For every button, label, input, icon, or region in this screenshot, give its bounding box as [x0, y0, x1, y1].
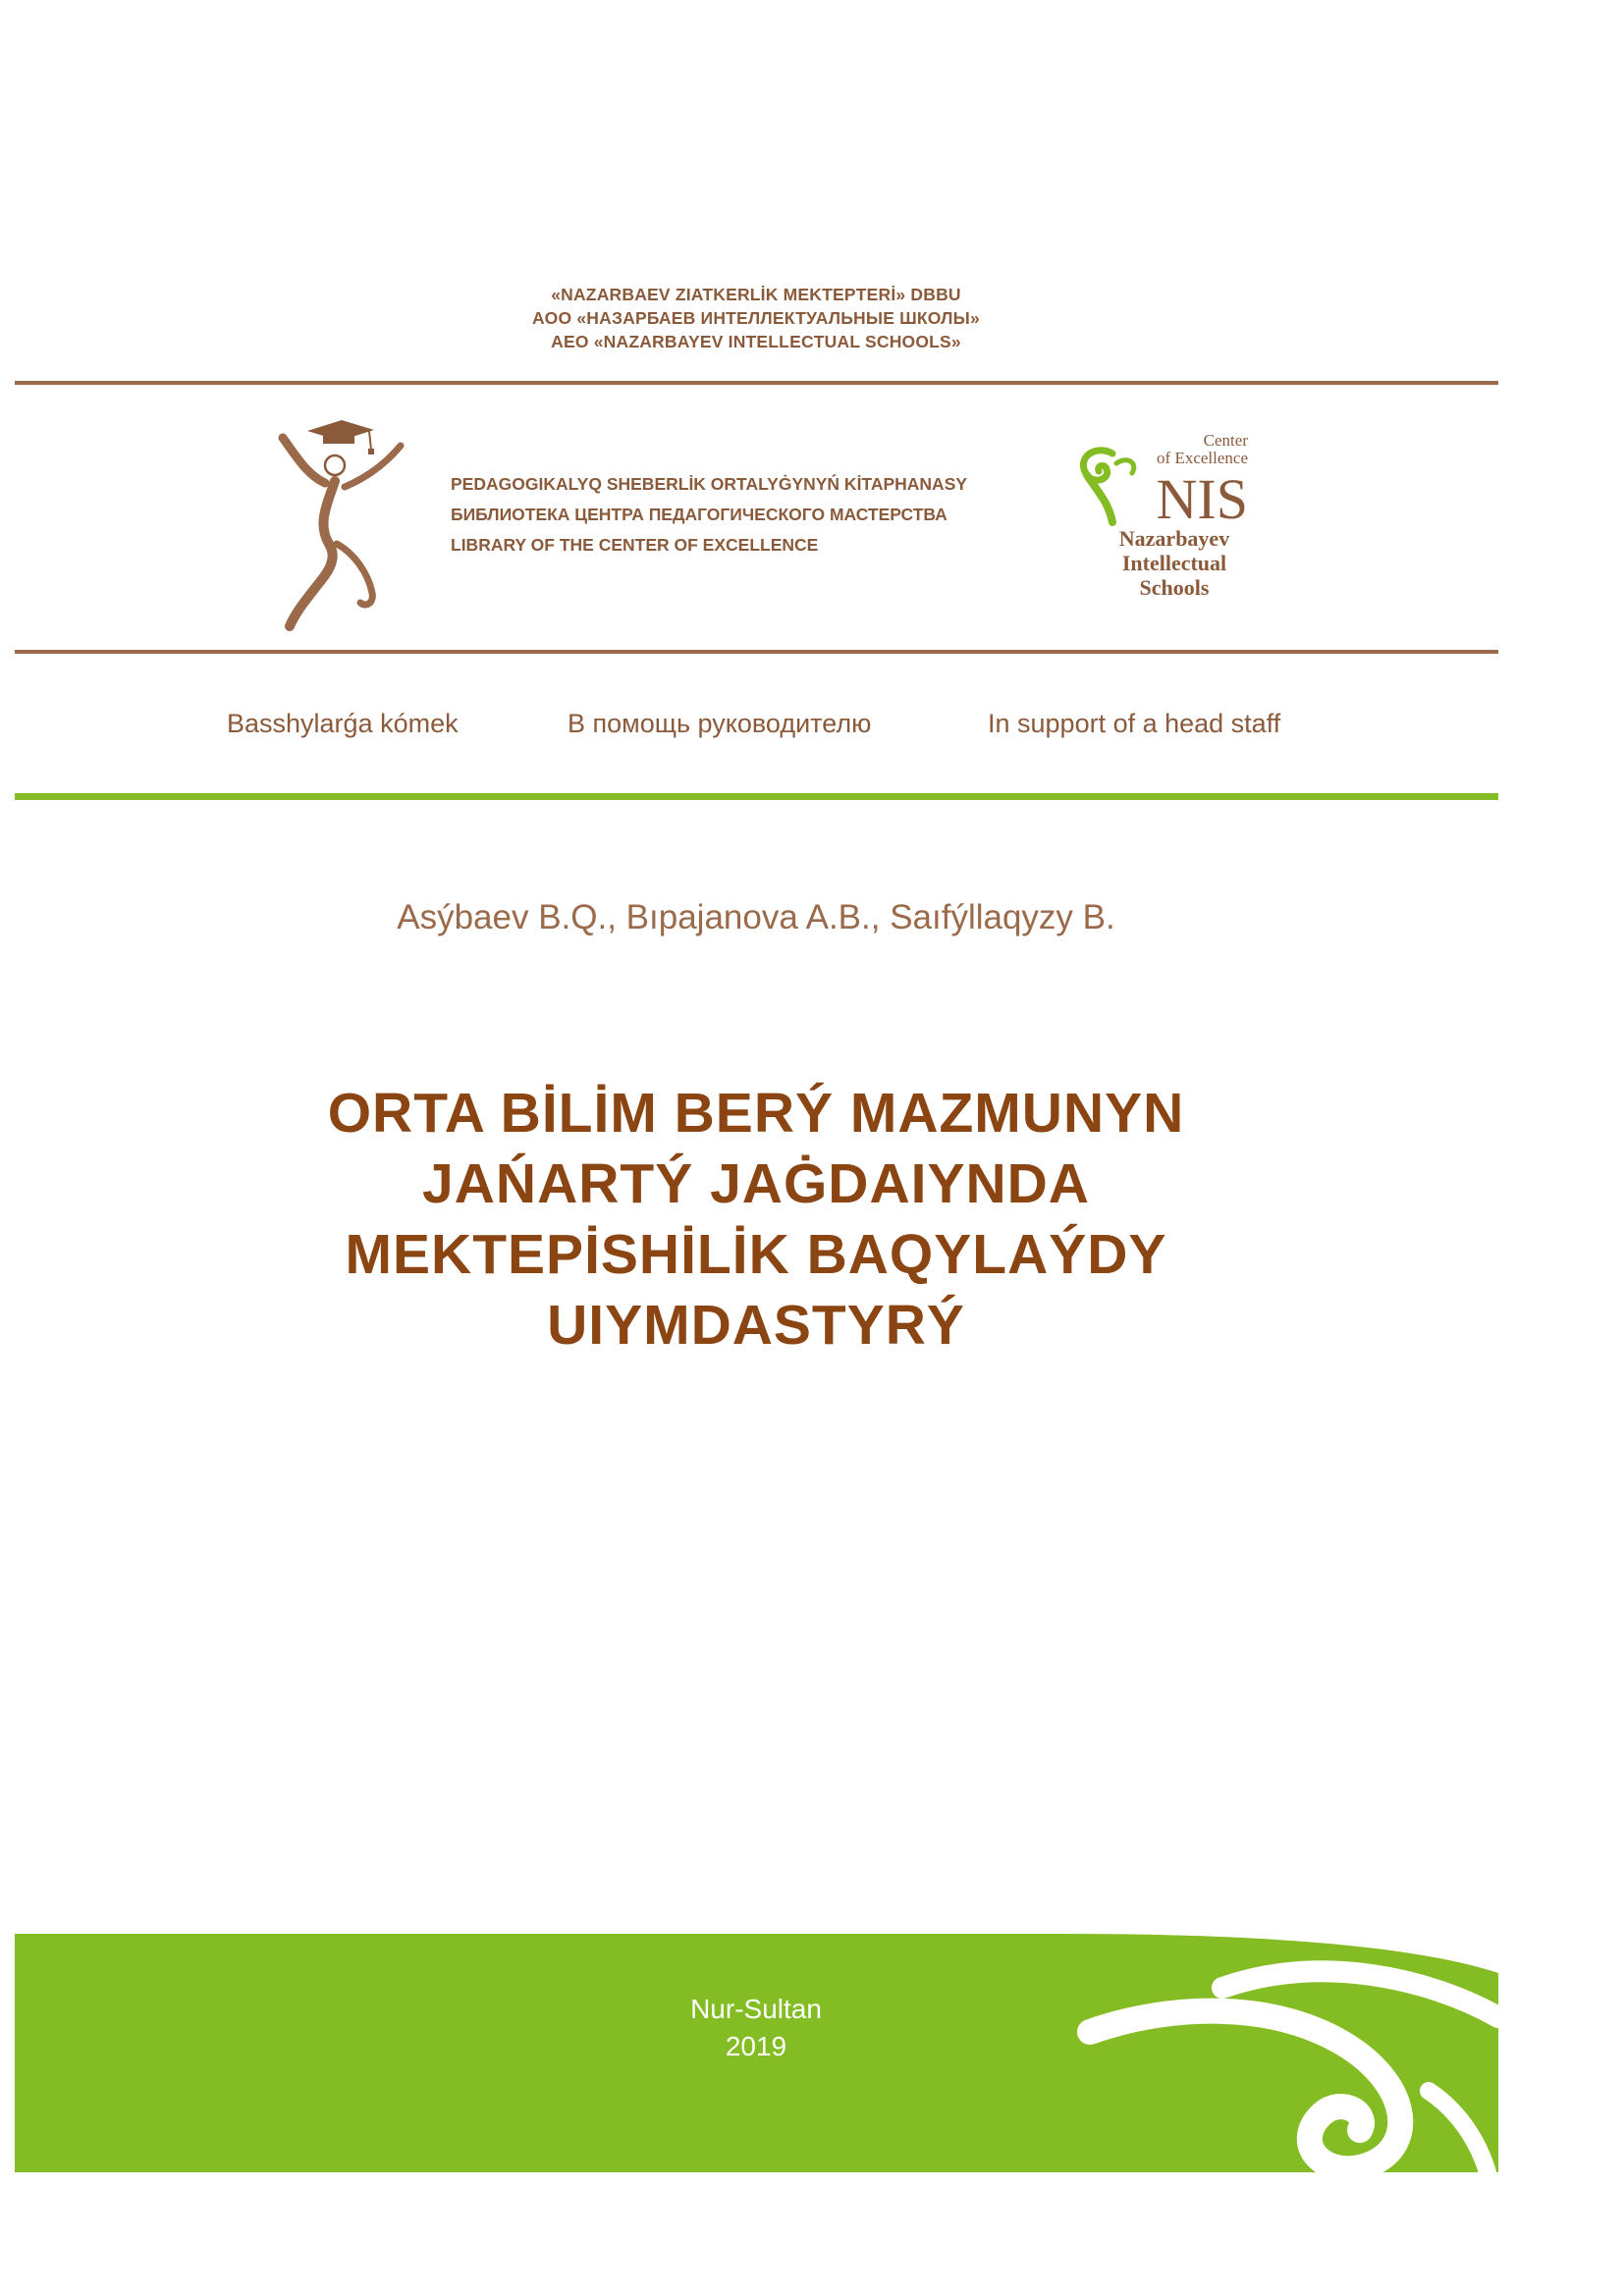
nis-name-line3: Schools — [1139, 575, 1210, 600]
org-line-kazakh: «NAZARBAEV ZIATKERLİK MEKTEPTERİ» DBBU — [551, 285, 961, 304]
library-name — [451, 469, 967, 561]
library-line-russian: БИБЛИОТЕКА ЦЕНТРА ПЕДАГОГИЧЕСКОГО МАСТЕРСТВА — [451, 505, 947, 524]
series-kazakh: Basshylarǵa kómek — [227, 709, 459, 738]
library-line-english: LIBRARY OF THE CENTER OF EXCELLENCE — [451, 535, 819, 555]
green-divider — [15, 793, 1498, 800]
publication-year: 2019 — [725, 2031, 787, 2061]
authors: Asýbaev B.Q., Bıpajanova A.B., Saıfýllaqyzy B. — [397, 898, 1115, 936]
nis-name-line1: Nazarbayev — [1118, 526, 1230, 551]
org-line-english: AEO «NAZARBAYEV INTELLECTUAL SCHOOLS» — [551, 332, 961, 351]
top-divider — [15, 381, 1498, 385]
title-line-3: MEKTEPİSHİLİK BAQYLAÝDY — [345, 1223, 1167, 1286]
nis-acronym: NIS — [1156, 467, 1248, 531]
nis-excellence-text: of Excellence — [1157, 449, 1248, 467]
series-russian: В помощь руководителю — [568, 709, 872, 738]
publication-info — [0, 1991, 1512, 2065]
title-line-1: ORTA BİLİM BERÝ MAZMUNYN — [327, 1082, 1185, 1145]
organization-header — [0, 283, 1512, 353]
middle-divider — [15, 650, 1498, 654]
title-line-4: UIYMDASTYRÝ — [547, 1294, 965, 1357]
publication-city: Nur-Sultan — [690, 1994, 822, 2024]
library-line-kazakh: PEDAGOGIKALYQ SHEBERLİK ORTALYĠYNYŃ KİTAPHANASY — [451, 474, 968, 494]
nis-logo — [1065, 424, 1252, 611]
title-line-2: JAŃARTÝ JAĠDAIYNDA — [422, 1152, 1090, 1215]
org-line-russian: АОО «НАЗАРБАЕВ ИНТЕЛЛЕКТУАЛЬНЫЕ ШКОЛЫ» — [532, 308, 980, 328]
nis-center-text: Center — [1203, 431, 1248, 450]
book-title — [0, 1078, 1512, 1361]
series-english: In support of a head staff — [988, 709, 1281, 738]
graduate-figure-logo — [278, 416, 406, 632]
nis-name-line2: Intellectual — [1121, 551, 1227, 575]
